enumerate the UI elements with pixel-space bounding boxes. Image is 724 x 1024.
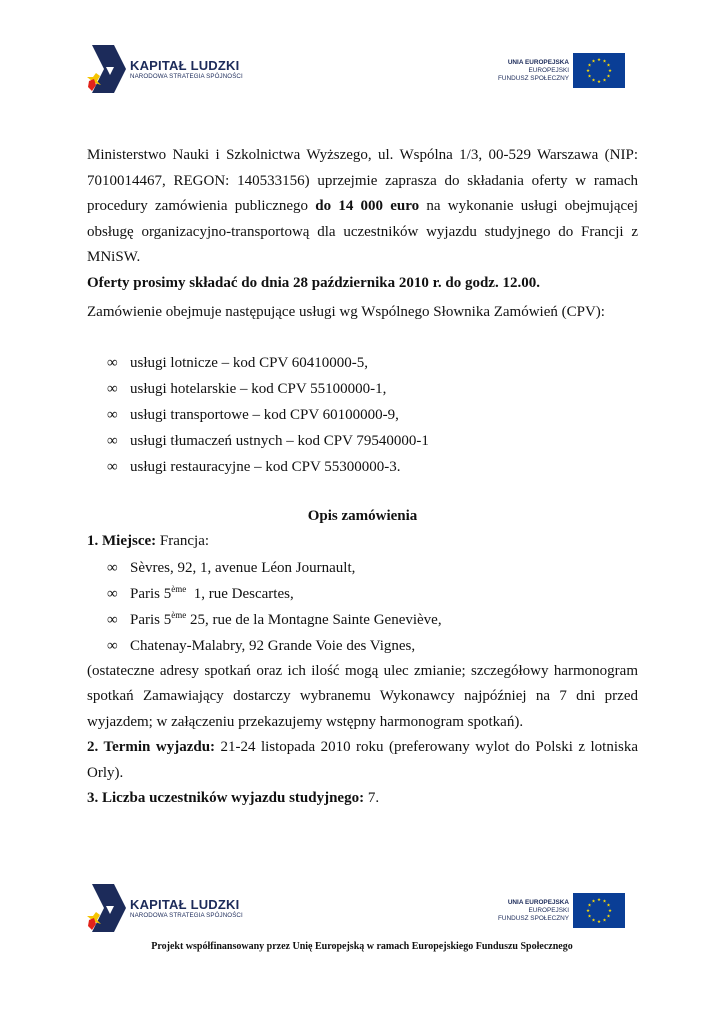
participants-line <box>87 786 638 812</box>
cpv-item-text: usługi transportowe – kod CPV 60100000-9, <box>130 406 399 423</box>
ue-line-1: UNIA EUROPEJSKA <box>507 58 570 66</box>
bullet-icon: ∞ <box>107 380 118 397</box>
bullet-icon: ∞ <box>107 559 118 576</box>
ue-line-2: EUROPEJSKI <box>528 66 570 74</box>
term-value: 21-24 listopada 2010 roku (preferowany wylot do Polski z lotniska Orly). <box>87 739 638 781</box>
kapital-ludzki-title: KAPITAŁ LUDZKI <box>130 57 240 73</box>
bullet-icon: ∞ <box>107 637 118 654</box>
list-item <box>87 454 638 480</box>
svg-text:★: ★ <box>591 899 596 905</box>
address-list <box>87 555 638 659</box>
cpv-item-text: usługi tłumaczeń ustnych – kod CPV 79540000-1 <box>130 432 429 449</box>
list-item <box>87 350 638 376</box>
eu-flag-icon <box>573 53 625 88</box>
section-title: Opis zamówienia <box>307 507 418 524</box>
cpv-item-text: usługi lotnicze – kod CPV 60410000-5, <box>130 354 369 371</box>
list-item <box>87 633 638 659</box>
address-sup: ème <box>171 583 187 594</box>
address-text: Chatenay-Malabry, 92 Grande Voie des Vignes, <box>130 637 416 654</box>
cpv-item-text: usługi hotelarskie – kod CPV 55100000-1, <box>130 380 387 397</box>
cpv-list <box>87 350 638 480</box>
svg-text:★: ★ <box>602 59 607 65</box>
list-item <box>87 581 638 607</box>
svg-text:★: ★ <box>607 69 613 74</box>
svg-text:★: ★ <box>587 74 592 80</box>
svg-text:★: ★ <box>596 898 602 903</box>
svg-text:★: ★ <box>596 58 602 63</box>
term-line <box>87 735 638 786</box>
address-rest: 25, rue de la Montagne Sainte Geneviève, <box>186 611 442 628</box>
address-rest: 1, rue Descartes, <box>186 585 294 602</box>
svg-text:★: ★ <box>587 914 592 920</box>
svg-text:★: ★ <box>606 914 611 920</box>
kapital-ludzki-subtitle: NARODOWA STRATEGIA SPÓJNOŚCI <box>130 911 243 919</box>
svg-text:★: ★ <box>606 903 611 909</box>
kapital-ludzki-emblem-icon <box>86 884 126 932</box>
eu-flag-icon <box>573 893 625 928</box>
ue-line-2: EUROPEJSKI <box>528 906 570 914</box>
bullet-icon: ∞ <box>107 406 118 423</box>
place-value: Francja: <box>156 533 210 549</box>
intro-amount: do 14 000 euro <box>315 198 420 214</box>
list-item <box>87 428 638 454</box>
svg-text:★: ★ <box>587 63 592 69</box>
list-item <box>87 555 638 581</box>
kapital-ludzki-logo-footer <box>86 884 243 932</box>
intro-text-2: na wykonanie usługi obejmującej obsługę organizacyjno-transportową dla uczestników wyjazdu studyjnego do Francji z MNiSW. <box>87 198 638 265</box>
ue-line-3: FUNDUSZ SPOŁECZNY <box>498 74 570 82</box>
address-text: Sèvres, 92, 1, avenue Léon Journault, <box>130 559 356 576</box>
kapital-ludzki-title: KAPITAŁ LUDZKI <box>130 896 240 912</box>
kapital-ludzki-logo <box>86 45 243 93</box>
list-item <box>87 402 638 428</box>
intro-paragraph <box>87 143 638 271</box>
document-body <box>87 143 638 812</box>
address-sup: ème <box>171 609 187 620</box>
place-line <box>87 529 638 555</box>
list-item <box>87 607 638 633</box>
address-city: Paris 5 <box>130 585 172 602</box>
svg-text:★: ★ <box>585 69 591 74</box>
svg-text:★: ★ <box>602 78 607 84</box>
term-label: 2. Termin wyjazdu: <box>87 739 216 755</box>
svg-text:★: ★ <box>607 909 613 914</box>
bullet-icon: ∞ <box>107 611 118 628</box>
eu-efs-logo <box>498 53 625 88</box>
eu-efs-logo-footer <box>498 893 625 928</box>
cpv-item-text: usługi restauracyjne – kod CPV 55300000-3. <box>130 458 401 475</box>
place-label: 1. Miejsce: <box>87 533 157 549</box>
kapital-ludzki-subtitle: NARODOWA STRATEGIA SPÓJNOŚCI <box>130 72 243 80</box>
footer-cofinancing-note: Projekt współfinansowany przez Unię Europejską w ramach Europejskiego Funduszu Społecznego <box>151 941 573 952</box>
bullet-icon: ∞ <box>107 458 118 475</box>
svg-text:★: ★ <box>585 909 591 914</box>
svg-text:★: ★ <box>596 920 602 925</box>
svg-text:★: ★ <box>591 918 596 924</box>
svg-text:★: ★ <box>606 63 611 69</box>
address-city: Paris 5 <box>130 611 172 628</box>
svg-text:★: ★ <box>606 74 611 80</box>
svg-text:★: ★ <box>591 59 596 65</box>
participants-value: 7. <box>364 790 380 806</box>
bullet-icon: ∞ <box>107 354 118 371</box>
participants-label: 3. Liczba uczestników wyjazdu studyjnego: <box>87 790 365 806</box>
bullet-icon: ∞ <box>107 585 118 602</box>
kapital-ludzki-emblem-icon <box>86 45 126 93</box>
place-note: (ostateczne adresy spotkań oraz ich ilość mogą ulec zmianie; szczegółowy harmonogram spotkań Zamawiający dostarczy wybranemu Wykonawcy najpóźniej na 7 dni przed wyjazdem; w załączeniu przekazujemy wstępny harmonogram spotkań). <box>87 662 638 730</box>
svg-text:★: ★ <box>587 903 592 909</box>
ue-line-1: UNIA EUROPEJSKA <box>507 898 570 906</box>
svg-text:★: ★ <box>602 918 607 924</box>
list-item <box>87 376 638 402</box>
ue-line-3: FUNDUSZ SPOŁECZNY <box>498 914 570 922</box>
svg-text:★: ★ <box>602 899 607 905</box>
bullet-icon: ∞ <box>107 432 118 449</box>
deadline-line: Oferty prosimy składać do dnia 28 października 2010 r. do godz. 12.00. <box>87 274 540 291</box>
cpv-intro: Zamówienie obejmuje następujące usługi wg Wspólnego Słownika Zamówień (CPV): <box>87 304 605 320</box>
svg-text:★: ★ <box>596 80 602 85</box>
svg-text:★: ★ <box>591 78 596 84</box>
intro-text-1: Ministerstwo Nauki i Szkolnictwa Wyższego, ul. Wspólna 1/3, 00-529 Warszawa (NIP: 7010014467, REGON: 140533156) uprzejmie zaprasza do składania oferty w ramach procedury zamówienia publicznego <box>87 147 638 214</box>
